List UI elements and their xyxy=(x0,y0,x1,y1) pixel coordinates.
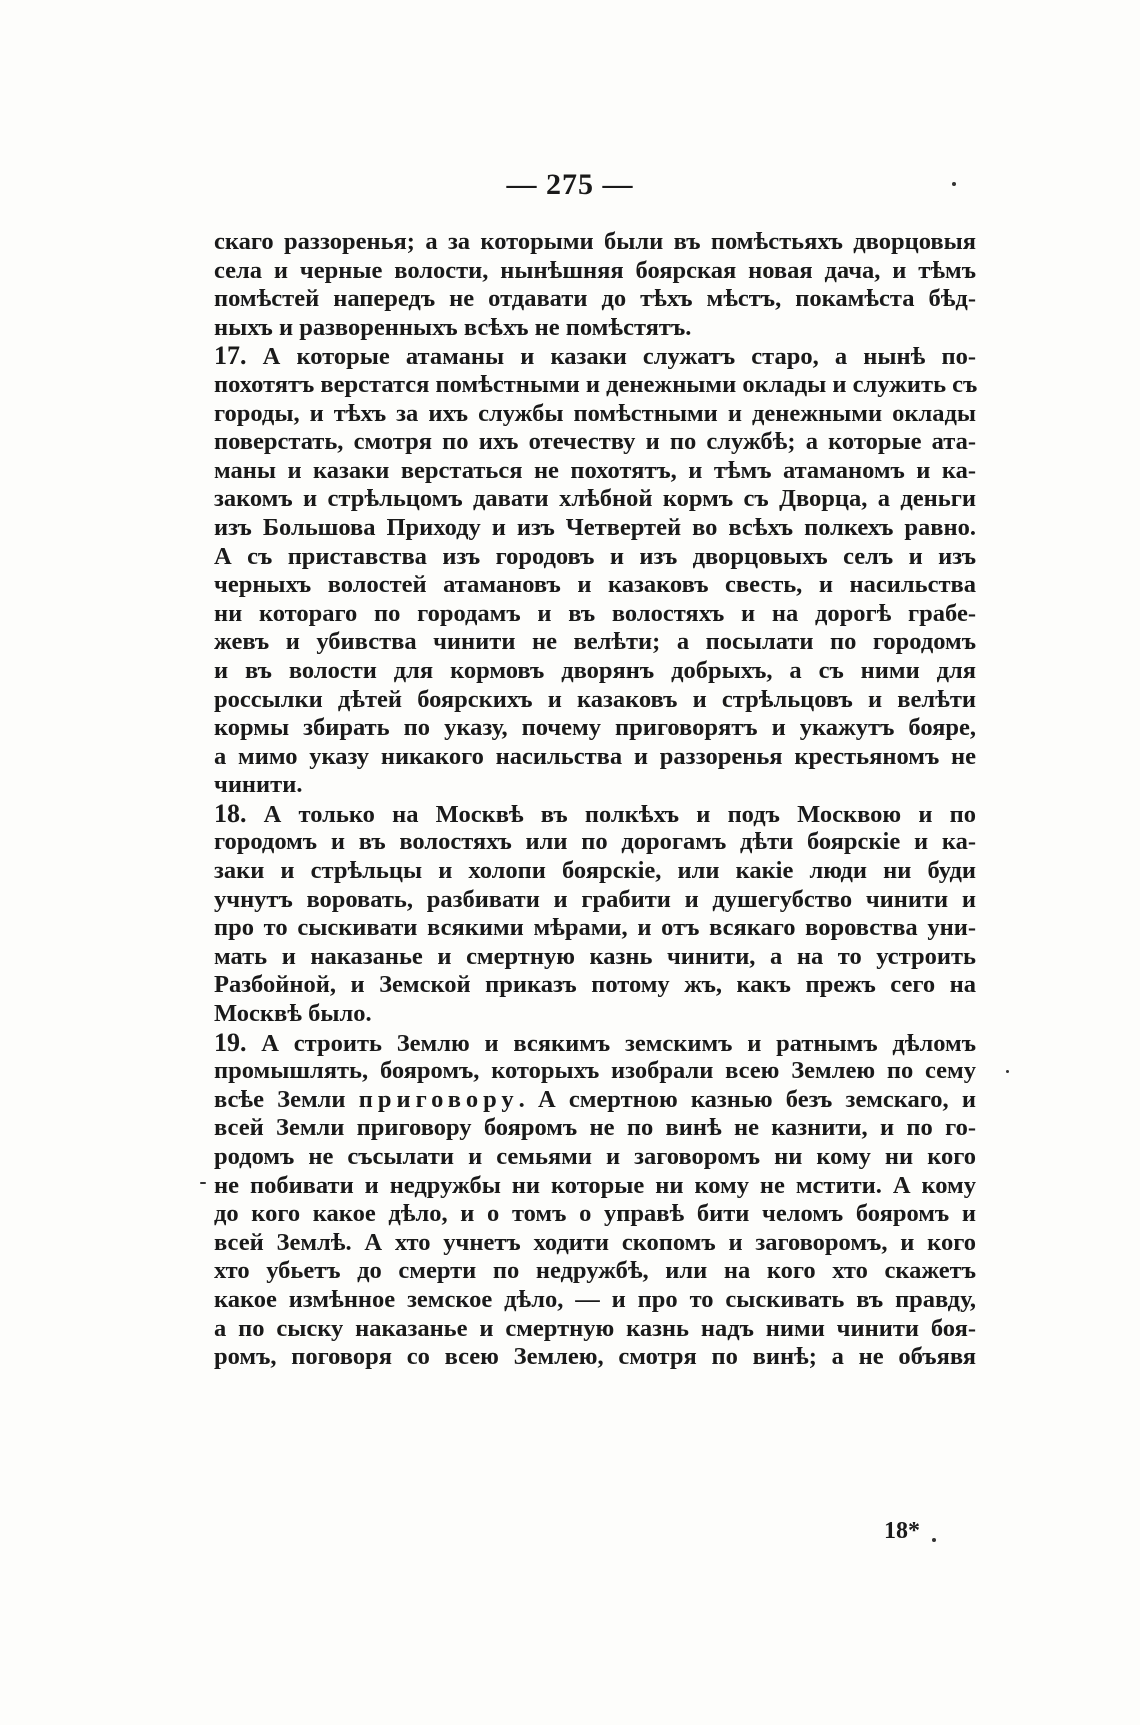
text-line: до кого какое дѣло, и о томъ о управѣ бити челомъ бояромъ и xyxy=(214,1200,976,1228)
text-line: мать и наказанье и смертную казнь чинити, а на то устроить xyxy=(214,942,976,970)
text-line: родомъ не съсылати и семьями и заговоромъ ни кому ни кого xyxy=(214,1143,976,1170)
text-line-spaced xyxy=(214,1086,976,1115)
text-line: поверстать, смотря по ихъ отечеству и по службѣ; а которые ата- xyxy=(214,428,976,456)
text-line: ни котораго по городамъ и въ волостяхъ и на дорогѣ грабе- xyxy=(214,599,976,627)
text-line: заки и стрѣльцы и холопи боярскіе, или какіе люди ни буди xyxy=(214,857,976,885)
text-line: похотятъ верстатся помѣстными и денежными оклады и служить съ xyxy=(214,370,978,398)
text-line: про то сыскивати всякими мѣрами, и отъ всякаго воровства уни- xyxy=(214,914,976,942)
text-line: а по сыску наказанье и смертную казнь надъ ними чинити боя- xyxy=(214,1314,976,1342)
spaced-line-prefix: всѣе Земли xyxy=(214,1085,359,1113)
text-line: и въ волости для кормовъ дворянъ добрыхъ, а съ ними для xyxy=(214,656,976,684)
text-line: городы, и тѣхъ за ихъ службы помѣстными и денежными оклады xyxy=(214,399,976,427)
text-line: А съ приставства изъ городовъ и изъ дворцовыхъ селъ и изъ xyxy=(214,542,976,570)
text-line: городомъ и въ волостяхъ или по дорогамъ дѣти боярскіе и ка- xyxy=(214,828,976,856)
section-number-17: 17. xyxy=(214,341,247,371)
scan-speck xyxy=(932,1538,936,1542)
text-line: помѣстей напередъ не отдавати до тѣхъ мѣстъ, покамѣста бѣд- xyxy=(214,285,976,313)
text-line: скаго раззоренья; а за которыми были въ помѣстьяхъ дворцовыя xyxy=(214,228,976,255)
scan-speck xyxy=(952,182,956,186)
text-line: жевъ и убивства чинити не велѣти; а посылати по городомъ xyxy=(214,628,976,656)
text-line: хто убьетъ до смерти по недружбѣ, или на кого хто скажетъ xyxy=(214,1257,976,1285)
text-line: Москвѣ было. xyxy=(214,1000,372,1028)
section-17-text: А которые атаманы и казаки служатъ старо, а нынѣ по- xyxy=(246,343,976,371)
text-line: а мимо указу никакого насильства и раззоренья крестьяномъ не xyxy=(214,742,976,770)
text-line: всей Землѣ. А хто учнетъ ходити скопомъ и заговоромъ, и кого xyxy=(214,1228,976,1256)
page-number: — 275 — xyxy=(506,168,634,201)
text-line: чинити. xyxy=(214,771,303,799)
section-18-text: А только на Москвѣ въ полкѣхъ и подъ Москвою и по xyxy=(246,800,976,828)
text-line: села и черные волости, нынѣшняя боярская новая дача, и тѣмъ xyxy=(214,256,976,284)
text-line: черныхъ волостей атамановъ и казаковъ свесть, и насильства xyxy=(214,571,976,599)
scan-speck xyxy=(1006,1070,1009,1073)
text-line: россылки дѣтей боярскихъ и казаковъ и стрѣльцовъ и велѣти xyxy=(214,685,976,713)
text-line: ромъ, поговоря со всею Землею, смотря по винѣ; а не объявя xyxy=(214,1343,976,1371)
spaced-word: приговору xyxy=(358,1085,519,1113)
printer-signature: 18* xyxy=(884,1518,920,1544)
spaced-line-suffix: . А смертною казнью безъ земскаго, и xyxy=(518,1085,976,1113)
text-line: всей Земли приговору бояромъ не по винѣ не казнити, и по го- xyxy=(214,1114,976,1142)
text-line: маны и казаки верстаться не похотятъ, и тѣмъ атаманомъ и ка- xyxy=(214,456,976,484)
body-text xyxy=(214,228,976,1372)
text-line: ныхъ и разворенныхъ всѣхъ не помѣстятъ. xyxy=(214,313,692,341)
text-line: закомъ и стрѣльцомъ давати хлѣбной кормъ съ Дворца, а деньги xyxy=(214,485,976,513)
section-number-18: 18. xyxy=(214,798,247,828)
text-line: учнутъ воровать, разбивати и грабити и душегубство чинити и xyxy=(214,885,976,913)
section-18-first-line xyxy=(214,800,976,829)
section-19-first-line xyxy=(214,1029,976,1058)
section-17-first-line xyxy=(214,342,976,371)
text-line: Разбойной, и Земской приказъ потому жъ, какъ прежъ сего на xyxy=(214,971,976,999)
text-line: не побивати и недружбы ни которые ни кому не мстити. А кому xyxy=(214,1171,976,1199)
text-line: какое измѣнное земское дѣло, — и про то сыскивать въ правду, xyxy=(214,1285,976,1313)
scan-speck xyxy=(200,1182,206,1184)
section-19-text: А строить Землю и всякимъ земскимъ и ратнымъ дѣломъ xyxy=(246,1029,976,1057)
text-line: кормы збирать по указу, почему приговорятъ и укажутъ бояре, xyxy=(214,714,976,742)
section-number-19: 19. xyxy=(214,1027,247,1057)
text-line: изъ Большова Приходу и изъ Четвертей во всѣхъ полкехъ равно. xyxy=(214,513,976,541)
text-line: промышлять, бояромъ, которыхъ изобрали всею Землею по сему xyxy=(214,1057,976,1085)
